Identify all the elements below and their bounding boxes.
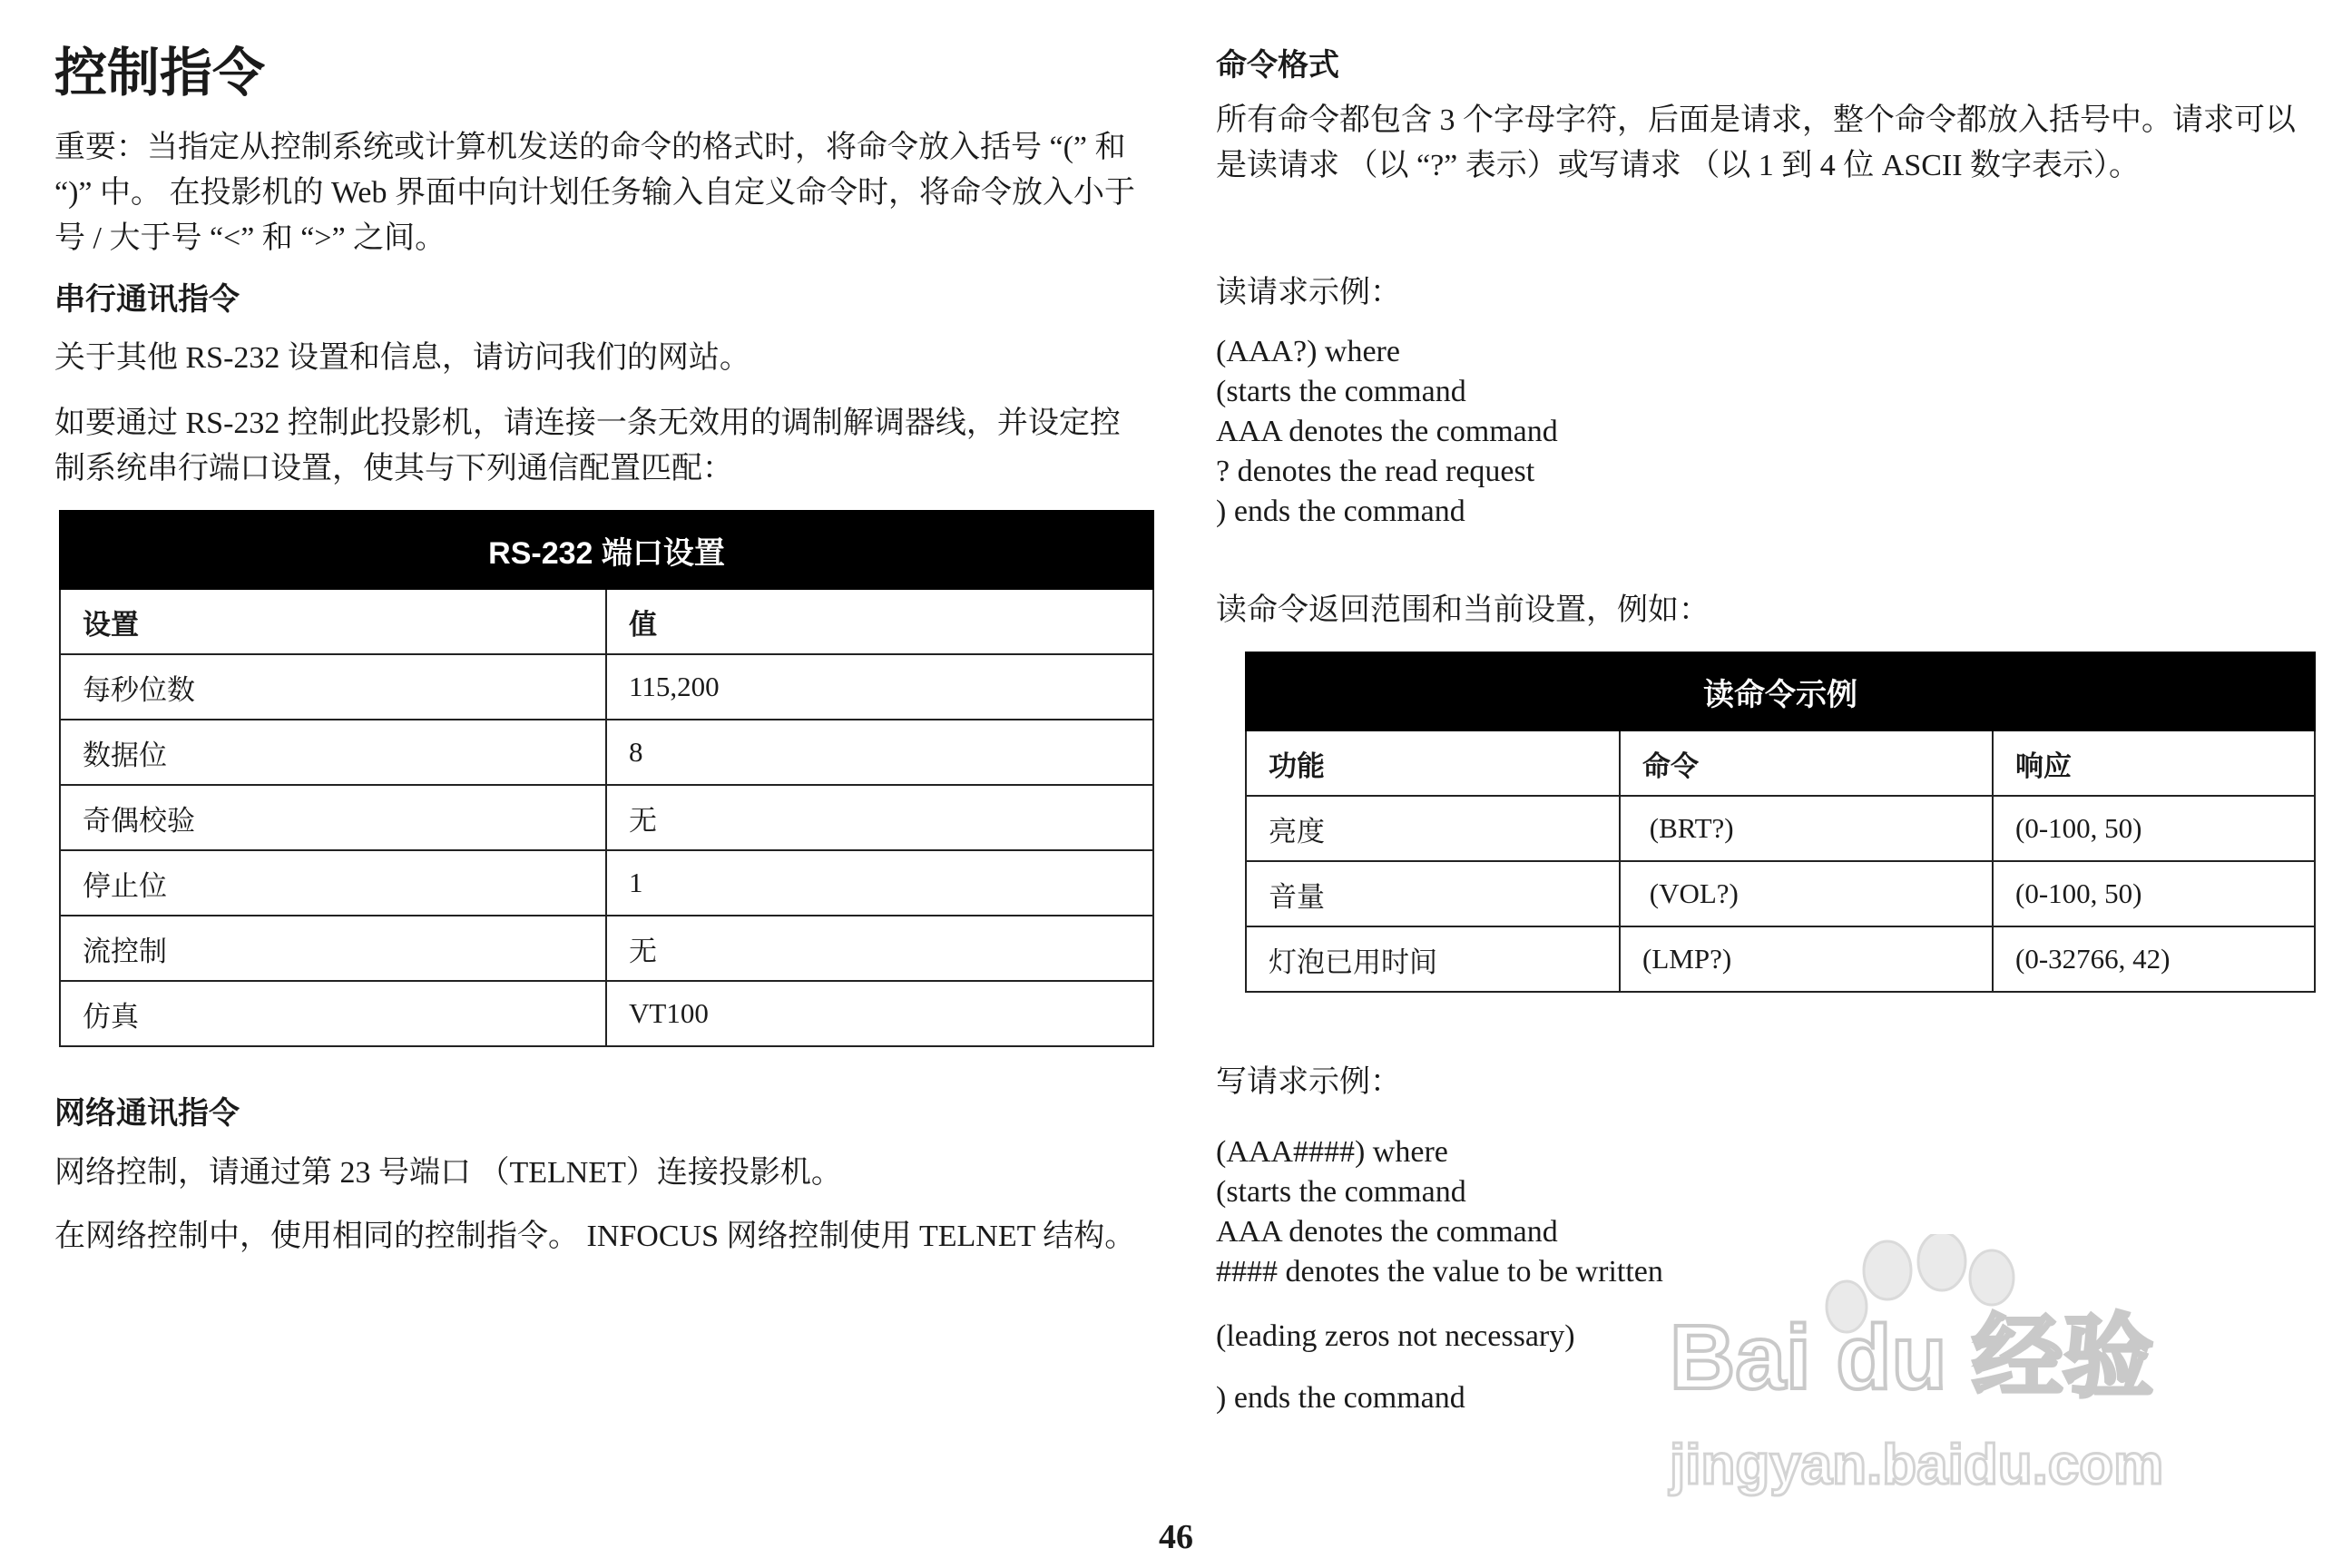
read-header-response: 响应	[1993, 730, 2315, 796]
table-row	[1246, 796, 2315, 861]
table-cell: 无	[606, 785, 1153, 850]
write-example-line: (AAA####) where	[1216, 1135, 1448, 1169]
intro-paragraph: 重要：当指定从控制系统或计算机发送的命令的格式时，将命令放入括号 “(” 和 “)” 中。 在投影机的 Web 界面中向计划任务输入自定义命令时，将命令放入小于号 / 大于号 “<” 和 “>” 之间。	[54, 131, 1135, 255]
format-heading: 命令格式	[1216, 48, 1339, 83]
write-example-block	[1216, 1132, 1663, 1292]
table-cell: (VOL?)	[1620, 861, 1993, 926]
write-example-line: (starts the command	[1216, 1175, 1466, 1209]
table-cell: 音量	[1246, 861, 1620, 926]
serial-heading: 串行通讯指令	[54, 282, 240, 317]
serial-paragraph-2: 如要通过 RS-232 控制此投影机，请连接一条无效用的调制解调器线，并设定控制系统串行端口设置，使其与下列通信配置匹配：	[54, 407, 1121, 485]
table-cell: VT100	[606, 981, 1153, 1046]
network-paragraph-2: 在网络控制中，使用相同的控制指令。 INFOCUS 网络控制使用 TELNET 结构。	[54, 1220, 1136, 1253]
read-header-command: 命令	[1620, 730, 1993, 796]
table-cell: 仿真	[60, 981, 606, 1046]
table-cell: (BRT?)	[1620, 796, 1993, 861]
read-example-line: (AAA?) where	[1216, 335, 1400, 368]
table-row	[60, 654, 1153, 720]
table-cell: 数据位	[60, 720, 606, 785]
rs232-header-setting: 设置	[60, 589, 606, 654]
read-example-line: ? denotes the read request	[1216, 455, 1535, 488]
network-paragraph-1: 网络控制，请通过第 23 号端口 （TELNET）连接投影机。	[54, 1156, 842, 1190]
table-row	[60, 720, 1153, 785]
read-return-paragraph: 读命令返回范围和当前设置，例如：	[1216, 593, 1710, 627]
write-leading-zeros: (leading zeros not necessary)	[1216, 1319, 1575, 1353]
table-cell: (0-100, 50)	[1993, 861, 2315, 926]
table-cell: 奇偶校验	[60, 785, 606, 850]
page-number: 46	[1159, 1518, 1193, 1556]
read-table-caption: 读命令示例	[1246, 652, 2315, 730]
rs232-header-value: 值	[606, 589, 1153, 654]
table-cell: 1	[606, 850, 1153, 916]
network-heading: 网络通讯指令	[54, 1096, 240, 1131]
table-cell: 每秒位数	[60, 654, 606, 720]
rs232-table-caption: RS-232 端口设置	[60, 511, 1153, 589]
table-row	[60, 916, 1153, 981]
table-row	[1246, 926, 2315, 992]
table-cell: 灯泡已用时间	[1246, 926, 1620, 992]
table-row	[60, 981, 1153, 1046]
table-cell: 8	[606, 720, 1153, 785]
read-header-function: 功能	[1246, 730, 1620, 796]
page-title: 控制指令	[54, 44, 266, 103]
table-cell: (0-100, 50)	[1993, 796, 2315, 861]
write-end-line: ) ends the command	[1216, 1381, 1465, 1415]
serial-paragraph-1: 关于其他 RS-232 设置和信息，请访问我们的网站。	[54, 341, 750, 375]
table-cell: 无	[606, 916, 1153, 981]
table-cell: (LMP?)	[1620, 926, 1993, 992]
table-cell: 流控制	[60, 916, 606, 981]
table-row	[1246, 861, 2315, 926]
write-example-line: #### denotes the value to be written	[1216, 1255, 1663, 1289]
table-row	[60, 850, 1153, 916]
table-cell: 115,200	[606, 654, 1153, 720]
read-example-line: AAA denotes the command	[1216, 415, 1558, 448]
watermark-url: jingyan.baidu.com	[1670, 1434, 2164, 1496]
table-cell: 停止位	[60, 850, 606, 916]
baidu-jingyan-watermark	[1661, 1234, 2223, 1506]
write-example-line: AAA denotes the command	[1216, 1215, 1558, 1249]
read-example-line: (starts the command	[1216, 375, 1466, 408]
table-row	[60, 785, 1153, 850]
read-example-label: 读请求示例：	[1216, 276, 1401, 309]
write-example-label: 写请求示例：	[1216, 1065, 1401, 1099]
read-example-line: ) ends the command	[1216, 495, 1465, 528]
read-command-table	[1245, 652, 2316, 993]
read-example-block	[1216, 332, 1558, 532]
watermark-brand: Bai du 经验	[1670, 1307, 2154, 1408]
format-paragraph: 所有命令都包含 3 个字母字符，后面是请求，整个命令都放入括号中。请求可以是读请求 （以 “?” 表示）或写请求 （以 1 到 4 位 ASCII 数字表示）。	[1216, 103, 2296, 182]
rs232-table	[59, 510, 1154, 1047]
table-cell: (0-32766, 42)	[1993, 926, 2315, 992]
table-cell: 亮度	[1246, 796, 1620, 861]
